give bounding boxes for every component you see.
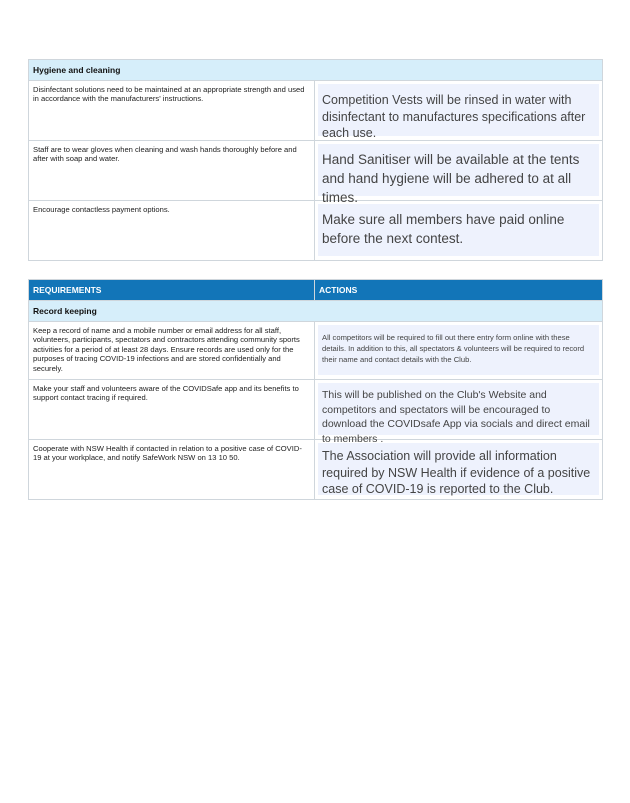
- requirement-cell: Disinfectant solutions need to be maintained at an appropriate strength and used in accordance with the manufacturers' instructions.: [29, 81, 315, 141]
- action-cell: [315, 440, 603, 500]
- column-header-requirements: REQUIREMENTS: [29, 280, 315, 301]
- action-cell: [315, 201, 603, 261]
- requirement-cell: Make your staff and volunteers aware of the COVIDSafe app and its benefits to support contact tracing if required.: [29, 380, 315, 440]
- table-row: [29, 201, 603, 261]
- hygiene-table: [28, 59, 603, 261]
- requirement-cell: Keep a record of name and a mobile number or email address for all staff, volunteers, participants, spectators and contractors attending community sports activities for a period of at least 28 days. Ensure records are used only for the purposes of tracing COVID-19 infections and are stored confidentially and securely.: [29, 322, 315, 380]
- table-row: [29, 380, 603, 440]
- record-keeping-table: [28, 279, 603, 500]
- requirement-cell: Staff are to wear gloves when cleaning and wash hands thoroughly before and after with soap and water.: [29, 141, 315, 201]
- column-header-actions: ACTIONS: [315, 280, 603, 301]
- table-row: [29, 440, 603, 500]
- action-cell: [315, 380, 603, 445]
- requirement-cell: Encourage contactless payment options.: [29, 201, 315, 261]
- action-cell: [315, 81, 603, 141]
- action-cell: [315, 322, 603, 380]
- table-header-row: [29, 280, 603, 301]
- action-text: Make sure all members have paid online before the next contest.: [318, 204, 599, 256]
- action-text: Hand Sanitiser will be available at the tents and hand hygiene will be adhered to at all times.: [318, 144, 599, 196]
- requirement-cell: Cooperate with NSW Health if contacted in relation to a positive case of COVID-19 at your workplace, and notify SafeWork NSW on 13 10 50.: [29, 440, 315, 500]
- action-text: This will be published on the Club's Website and competitors and spectators will be encouraged to download the COVIDsafe App via socials and direct email to members .: [318, 383, 599, 435]
- table-row: [29, 141, 603, 201]
- table-row: [29, 322, 603, 380]
- action-text: Competition Vests will be rinsed in water with disinfectant to manufactures specifications after each use.: [318, 84, 599, 136]
- section-heading-hygiene: Hygiene and cleaning: [29, 60, 603, 81]
- action-cell: [315, 141, 603, 205]
- table-row: [29, 81, 603, 141]
- section-heading-record-keeping: Record keeping: [29, 301, 603, 322]
- action-text: The Association will provide all information required by NSW Health if evidence of a positive case of COVID-19 is reported to the Club.: [318, 443, 599, 495]
- action-text: All competitors will be required to fill out there entry form online with these details. In addition to this, all spectators & volunteers will be required to record their name and contact details with the Club.: [318, 325, 599, 375]
